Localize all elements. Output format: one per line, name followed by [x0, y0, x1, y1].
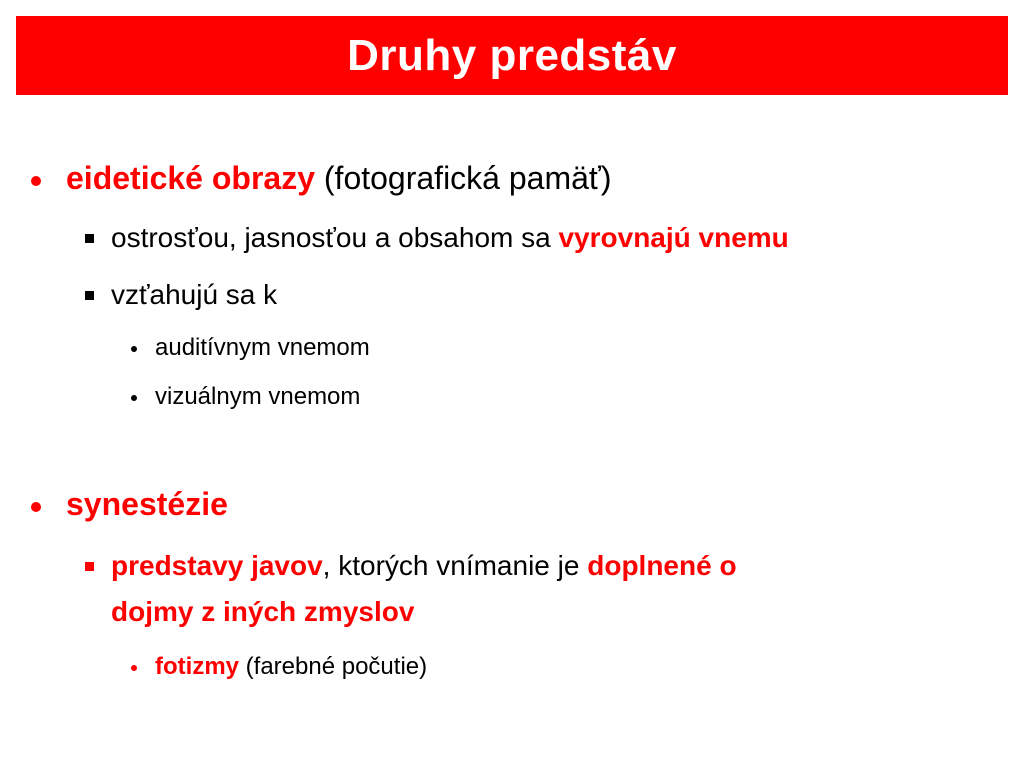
section2-heading: [66, 486, 228, 523]
section2-item-red: fotizmy: [155, 653, 239, 680]
section1-item-auditivnym: [155, 334, 370, 362]
section2-sub1-line2: [111, 596, 414, 628]
bullet-square-icon: [85, 291, 94, 300]
section2-item-rest: (farebné počutie): [239, 653, 428, 680]
bullet-dot-icon: [131, 395, 137, 401]
section2-sub1-red-a: predstavy javov: [111, 550, 323, 581]
section1-item-2-text: vizuálnym vnemom: [155, 383, 361, 410]
section2-sub1-text: , ktorých vnímanie je: [322, 550, 588, 581]
section1-item-vizualnym: [155, 383, 360, 411]
bullet-dot-icon: [131, 346, 137, 352]
section1-sub2-text: vzťahujú sa k: [111, 279, 278, 310]
bullet-square-icon: [85, 234, 94, 243]
section2-heading-red: synestézie: [66, 486, 228, 522]
section2-sub1-line1: [111, 550, 737, 582]
bullet-square-icon: [85, 562, 94, 571]
section1-sub1-text: ostrosťou, jasnosťou a obsahom sa: [111, 222, 559, 253]
section1-heading-red: eidetické obrazy: [66, 160, 315, 196]
section1-sub2: [111, 279, 277, 311]
section1-item-1-text: auditívnym vnemom: [155, 334, 370, 361]
section1-heading: [66, 160, 612, 197]
section1-heading-rest: (fotografická pamäť): [315, 160, 612, 196]
slide-title: Druhy predstáv: [347, 30, 677, 80]
section2-sub1-red-b: doplnené o: [587, 550, 737, 581]
bullet-level1-icon: [31, 176, 41, 186]
section1-sub1-red: vyrovnajú vnemu: [558, 222, 789, 253]
bullet-level1-icon: [31, 502, 41, 512]
bullet-dot-icon: [131, 665, 137, 671]
section2-sub1-red-c: dojmy z iných zmyslov: [111, 596, 415, 627]
section2-item-fotizmy: [155, 653, 427, 681]
section1-sub1: [111, 222, 789, 254]
